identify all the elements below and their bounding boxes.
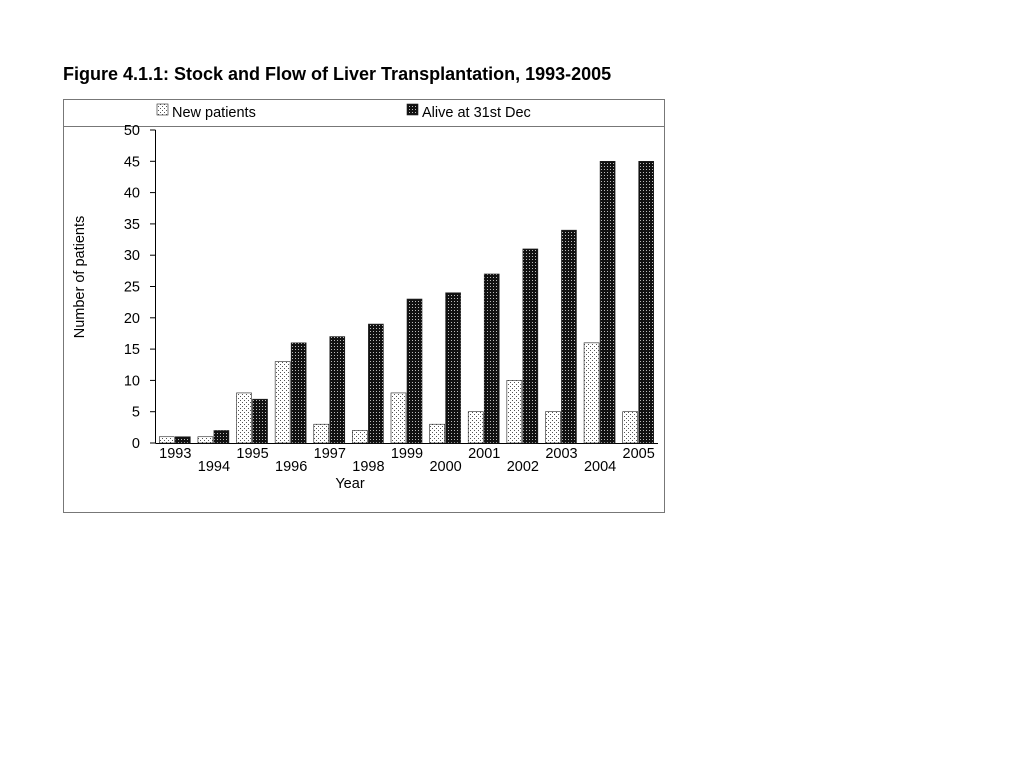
bar-new-patients-2005	[623, 412, 638, 443]
x-tick-label: 1994	[197, 459, 231, 475]
x-tick-label: 1997	[313, 446, 346, 462]
chart-title: Figure 4.1.1: Stock and Flow of Liver Transplantation, 1993-2005	[63, 64, 612, 84]
bar-new-patients-1998	[352, 430, 367, 443]
bar-alive-2002	[523, 249, 538, 443]
y-tick-label: 50	[123, 123, 140, 139]
y-tick-label: 30	[123, 248, 140, 265]
bar-alive-1998	[368, 324, 383, 443]
bar-new-patients-2001	[468, 412, 483, 443]
y-tick-label: 45	[123, 154, 140, 171]
bars	[159, 161, 653, 443]
bar-new-patients-2002	[507, 380, 522, 443]
x-axis	[156, 444, 659, 476]
x-tick-label: 2001	[468, 446, 501, 462]
y-axis	[124, 123, 156, 452]
x-tick-label: 2002	[506, 459, 539, 475]
x-tick-label: 2005	[622, 446, 655, 462]
y-tick-label: 0	[131, 436, 140, 452]
bar-alive-1995	[253, 399, 268, 443]
bar-alive-2004	[600, 161, 615, 443]
bar-alive-1997	[330, 337, 345, 443]
y-tick-label: 25	[123, 279, 140, 296]
y-tick-label: 15	[123, 342, 140, 359]
x-tick-label: 1995	[236, 446, 269, 462]
bar-new-patients-1997	[314, 424, 329, 443]
x-tick-label: 1999	[390, 446, 424, 462]
y-tick-label: 35	[123, 216, 140, 233]
x-tick-label: 1993	[159, 446, 192, 462]
y-tick-label: 5	[131, 404, 140, 421]
bar-new-patients-1993	[159, 437, 174, 443]
bar-alive-1993	[175, 437, 190, 443]
bar-new-patients-2004	[584, 343, 599, 443]
x-tick-label: 2003	[545, 446, 578, 462]
bar-new-patients-1999	[391, 393, 406, 443]
x-tick-label: 2000	[429, 459, 462, 475]
x-axis-label: Year	[335, 476, 365, 492]
bar-alive-1994	[214, 430, 229, 443]
bar-new-patients-1994	[198, 437, 213, 443]
legend-label-new-patients: New patients	[172, 105, 256, 121]
bar-new-patients-2000	[430, 424, 445, 443]
y-axis-label: Number of patients	[72, 215, 88, 339]
legend-swatch-new-patients	[157, 104, 168, 115]
legend-label-alive: Alive at 31st Dec	[422, 105, 531, 121]
bar-alive-2001	[484, 274, 499, 443]
x-tick-label: 1998	[352, 459, 385, 475]
bar-alive-2000	[446, 293, 461, 443]
bar-alive-1999	[407, 299, 422, 443]
bar-alive-1996	[291, 343, 306, 443]
bar-alive-2003	[561, 230, 576, 443]
bar-alive-2005	[639, 161, 654, 443]
bar-new-patients-1996	[275, 362, 290, 443]
y-tick-label: 10	[123, 373, 140, 390]
bar-new-patients-1995	[237, 393, 252, 443]
x-tick-label: 2004	[583, 459, 617, 475]
legend	[157, 104, 531, 121]
bar-new-patients-2003	[545, 412, 560, 443]
y-tick-label: 20	[123, 310, 140, 327]
legend-swatch-alive	[407, 104, 418, 115]
y-tick-label: 40	[123, 185, 140, 202]
x-tick-label: 1996	[275, 459, 308, 475]
